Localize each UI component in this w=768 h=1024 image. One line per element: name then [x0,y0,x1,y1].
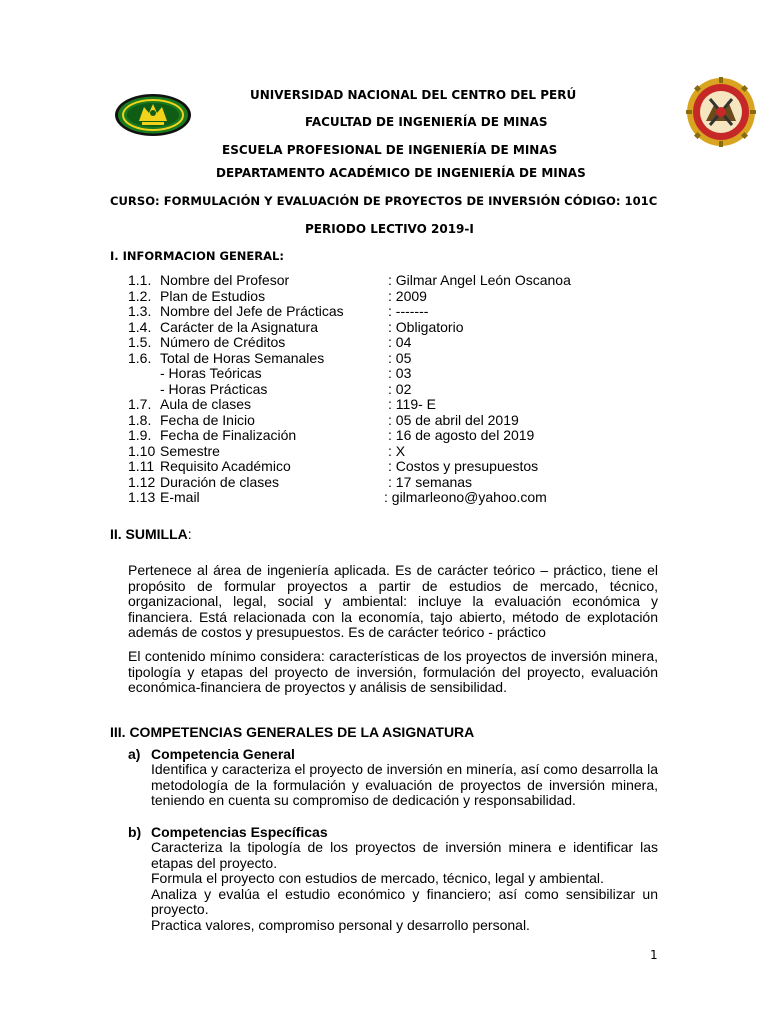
competency-a-letter: a) [128,746,141,762]
competency-specific-item: Analiza y evalúa el estudio económico y financiero; así como sensibilizar un proyecto. [151,885,658,917]
info-number: 1.12 [128,473,156,490]
info-value: : 05 [388,349,412,366]
info-value: : 05 de abril del 2019 [388,411,519,428]
competency-b-letter: b) [128,824,142,840]
info-label: Total de Horas Semanales [160,349,325,366]
competency-specific-heading [128,824,328,840]
summary-paragraph-2: El contenido mínimo considera: características de los proyectos de inversión minera, tipología y etapas del proyecto de inversión, formulación del proyecto, evaluación económica-financiera de proyectos y análisis de sensibilidad. [128,648,658,695]
section-summary-title [110,526,192,542]
info-number: 1.7. [128,396,152,412]
info-number: 1.6. [128,349,152,366]
info-label: Requisito Académico [160,458,291,474]
info-value: : ------- [388,303,429,319]
info-number: 1.8. [128,411,152,428]
info-number: 1.9. [128,427,152,443]
info-label: Aula de clases [160,396,252,412]
info-label: Número de Créditos [160,334,286,350]
info-number: 1.3. [128,303,152,319]
info-value: : 02 [388,380,412,397]
section-competencies-title: III. COMPETENCIAS GENERALES DE LA ASIGNATURA [110,724,475,740]
competency-specific-item: Formula el proyecto con estudios de mercado, técnico, legal y ambiental. [151,870,604,886]
info-value: : 03 [388,365,412,381]
section-summary-colon: : [187,526,192,542]
info-label: Nombre del Jefe de Prácticas [160,303,344,319]
info-number: 1.13 [128,489,156,505]
info-number: 1.10 [128,442,156,459]
competency-specific-item: Caracteriza la tipología de los proyectos de inversión minera e identificar las etapas del proyecto. [151,839,658,871]
info-value: : 17 semanas [388,473,473,490]
academic-period: PERIODO LECTIVO 2019-I [305,222,474,236]
info-value: : gilmarleono@yahoo.com [384,489,547,505]
university-name: UNIVERSIDAD NACIONAL DEL CENTRO DEL PERÚ [250,88,577,102]
info-value: : 2009 [388,287,427,304]
info-value: : Gilmar Angel León Oscanoa [388,272,571,288]
info-value: : X [388,442,406,459]
university-seal-left-icon [114,93,192,137]
info-value: : 16 de agosto del 2019 [388,427,535,443]
info-number: 1.11 [128,458,155,474]
section-summary-title-text: II. SUMILLA [110,526,188,542]
page-number: 1 [650,948,658,962]
info-label: Plan de Estudios [160,287,266,304]
competency-specific-list [151,840,658,933]
competency-general-text: Identifica y caracteriza el proyecto de inversión en minería, así como desarrolla la metodología de la formulación y evaluación de proyectos de inversión minera, teniendo en cuenta su compromiso de dedicación y responsabilidad. [151,761,658,808]
info-value: : Costos y presupuestos [388,458,539,474]
info-label: Semestre [160,442,220,459]
department-name: DEPARTAMENTO ACADÉMICO DE INGENIERÍA DE MINAS [216,166,586,180]
info-label: Fecha de Inicio [160,411,255,428]
course-title: CURSO: FORMULACIÓN Y EVALUACIÓN DE PROYECTOS DE INVERSIÓN CÓDIGO: 101C [110,194,658,208]
section-general-info-title: I. INFORMACION GENERAL: [110,249,284,263]
competency-specific-item: Practica valores, compromiso personal y desarrollo personal. [151,916,530,933]
info-number: 1.4. [128,318,152,335]
info-number: 1.1. [128,272,152,288]
info-label: Duración de clases [160,473,280,490]
info-number: 1.5. [128,334,152,350]
info-label: Nombre del Profesor [160,272,290,288]
summary-paragraph-1: Pertenece al área de ingeniería aplicada. Es de carácter teórico – práctico, tiene el propósito de formular proyectos a partir de estudios de mercado, técnico, organizacional, legal, social y ambiental: incluye la evaluación económica y financiera. Está relacionada con la economía, tajo abierto, método de explotación además de costos y presupuestos. Es de carácter teórico - práctico [128,562,658,640]
school-name: ESCUELA PROFESIONAL DE INGENIERÍA DE MINAS [222,143,558,157]
info-label: - Horas Prácticas [160,380,268,397]
competency-b-title: Competencias Específicas [151,824,328,840]
info-label: E-mail [160,489,200,505]
info-value: : 119- E [388,396,436,412]
faculty-seal-right-icon [686,77,756,147]
info-label: Fecha de Finalización [160,427,297,443]
competency-general-heading [128,746,295,762]
faculty-name: FACULTAD DE INGENIERÍA DE MINAS [305,115,548,129]
info-number: 1.2. [128,287,152,304]
info-label: - Horas Teóricas [160,365,262,381]
info-value: : 04 [388,334,412,350]
info-value: : Obligatorio [388,318,464,335]
competency-a-title: Competencia General [151,746,295,762]
info-label: Carácter de la Asignatura [160,318,318,335]
